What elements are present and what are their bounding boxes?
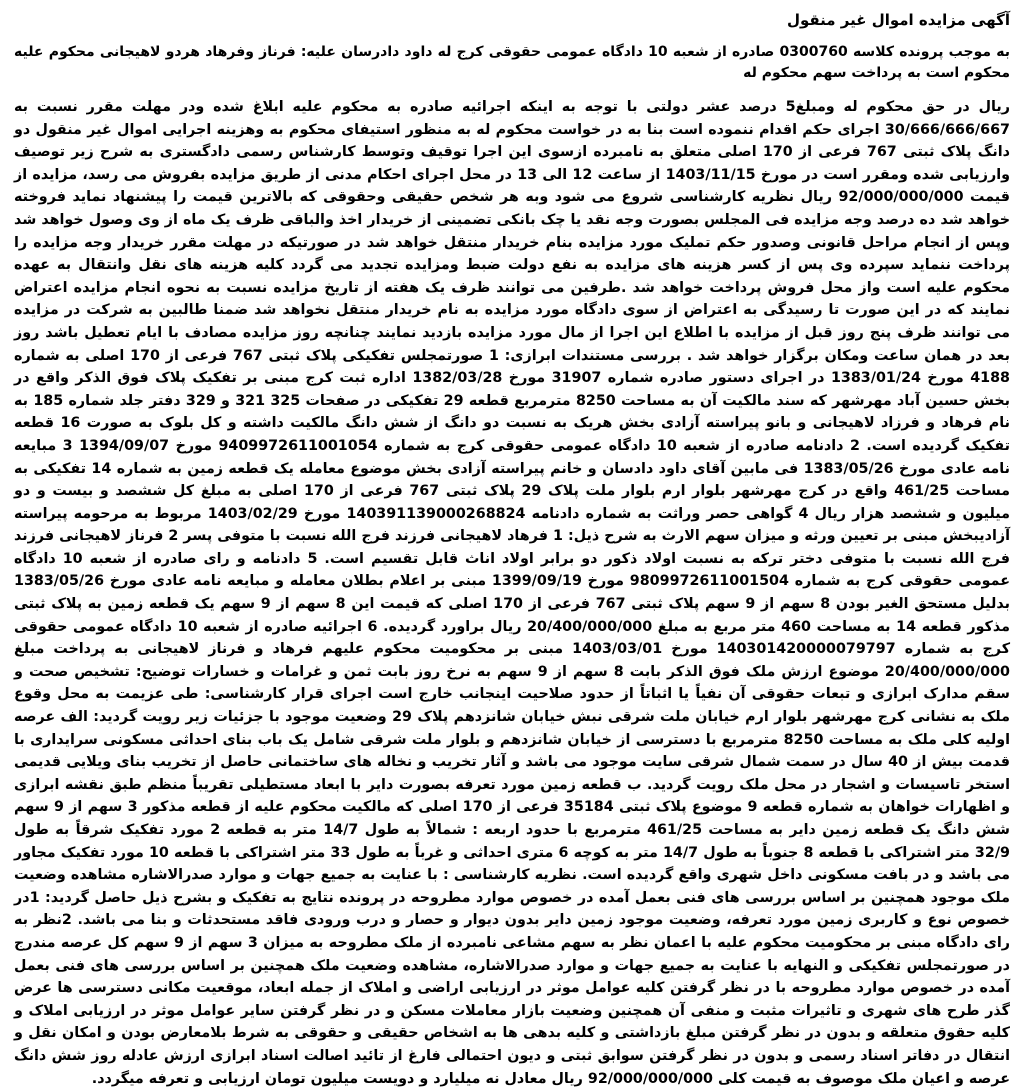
case-intro: به موجب پرونده کلاسه 0300760 صادره از شعبه 10 دادگاه عمومی حقوقی کرج له داود دادرسان علیه: فرناز وفرهاد هردو لاهیجانی محکوم علیه محکوم است به پرداخت سهم محکوم له bbox=[14, 44, 1011, 81]
notice-title: آگهی مزایده اموال غیر منقول bbox=[786, 11, 1010, 29]
notice-body: ریال در حق محکوم له ومبلغ5 درصد عشر دولتی با توجه به اینکه اجرائیه صادره به محکوم علیه ابلاغ شده ودر مهلت مقرر نسبت به 30/666/666/667 اجرای حکم اقدام ننموده است بنا به در خواست محکوم له به منظور استیفای محکوم به وهزینه اجرایی اموال غیر منقول دو دانگ پلاک ثبتی 767 فرعی از 170 اصلی متعلق به نامبرده ازسوی این اجرا توقیف وتوسط کارشناس رسمی دادگستری به شرح زیر توصیف وارزیابی شده ومقرر است در مورخ 1403/11/15 از ساعت 12 الی 13 در محل اجرای احکام مدنی از طریق مزایده بفروش می رسد، مزایده از قیمت 92/000/000/000 ریال نظریه کارشناسی شروع می شود وبه هر شخص حقیقی وحقوقی که بالاترین قیمت را پیشنهاد نماید فروخته خواهد شد ده درصد وجه مزایده فی المجلس بصورت وجه نقد یا چک بانکی تضمینی از خریدار اخذ والباقی ظرف یک ماه از وی وصول خواهد شد وپس از انجام مراحل قانونی وصدور حکم تملیک مورد مزایده بنام خریدار منتقل خواهد شد در صورتیکه در مهلت مقرر خریدار وجه مزایده را پرداخت ننماید سپرده وی پس از کسر هزینه های مزایده به نفع دولت ضبط ومزایده تجدید می گردد کلیه هزینه های نقل وانتقال به عهده محکوم علیه است واز محل فروش پرداخت خواهد شد .طرفین می توانند ظرف یک هفته از تاریخ مزایده نسبت به نحوه انجام مزایده اعتراض نمایند که در این صورت تا رسیدگی به اعتراض از سوی دادگاه مورد مزایده به نام خریدار منتقل نخواهد شد ضمنا طالبین به شرکت در مزایده می توانند ظرف پنج روز قبل از مزایده با اطلاع این اجرا از مال مورد مزایده بازدید نمایند چنانچه روز مزایده مصادف با ایام تعطیل باشد روز بعد در همان ساعت ومکان برگزار خواهد شد . بررسی مستندات ابرازی: 1 صورتمجلس تفکیکی پلاک ثبتی 767 فرعی از 170 اصلی به شماره 4188 مورخ 1383/01/24 در اجرای دستور صادره شماره 31907 مورخ 1382/03/28 اداره ثبت کرج مبنی بر تفکیک پلاک فوق الذکر واقع در بخش حسین آباد مهرشهر که سند مالکیت آن به مساحت 8250 مترمربع قطعه 29 تفکیکی در صفحات 325 321 و 329 دفتر جلد شماره 185 به نام فرهاد و فرزاد لاهیجانی و بانو پیراسته آزادی بخش هریک به نسبت دو دانگ از شش دانگ مالکیت داشته و کل بلوک به صورت 16 قطعه تفکیک گردیده است. 2 دادنامه صادره از شعبه 10 دادگاه عمومی حقوقی کرج به شماره 9409972611001054 مورخ 1394/09/07 3 مبایعه نامه عادی مورخ 1383/05/26 فی مابین آقای داود دادسان و خانم پیراسته آزادی بخش موضوع معامله یک قطعه زمین به شماره 14 تفکیکی به مساحت 461/25 واقع در کرج مهرشهر بلوار ارم بلوار ملت پلاک 29 پلاک ثبتی 767 فرعی از 170 اصلی به مبلغ کل ششصد و بیست و دو میلیون و ششصد هزار ریال 4 گواهی حصر وراثت به شماره دادنامه 140391139000268824 مورخ 1403/02/29 مربوط به مرحومه پیراسته آزادیبخش مبنی بر تعیین ورثه و میزان سهم الارث به شرح ذیل: 1 فرهاد لاهیجانی فرزند فرج الله نسبت با متوفی پسر 2 فرناز لاهیجانی فرزند فرج الله نسبت با متوفی دختر ترکه به نسبت اولاد ذکور دو برابر اولاد اناث قابل تقسیم است. 5 دادنامه و رای صادره از شعبه 10 دادگاه عمومی حقوقی کرج به شماره 9809972611001504 مورخ 1399/09/19 مبنی بر اعلام بطلان معامله و مبایعه نامه عادی مورخ 1383/05/26 بدلیل مستحق الغیر بودن 8 سهم از 9 سهم پلاک ثبتی 767 فرعی از 170 اصلی که قیمت این 8 سهم از 9 سهم یک قطعه زمین به پلاک ثبتی مذکور قطعه 14 به مساحت 460 متر مربع به مبلغ 20/400/000/000 ریال براورد گردیده. 6 اجرائیه صادره از شعبه 10 دادگاه عمومی حقوقی کرج به شماره 140301420000079797 مورخ 1403/03/01 مبنی بر محکومیت محکوم علیهم فرهاد و فرناز لاهیجانی به پرداخت مبلغ 20/400/000/000 موضوع ارزش ملک فوق الذکر بابت 8 سهم از 9 سهم به نرخ روز بابت ثمن و غرامات و خسارات توضیح: تشخیص صحت و سقم مدارک ابرازی و تبعات حقوقی آن نفیاً یا اثباتاً از حدود صلاحیت اینجانب خارج است اجرای قرار کارشناسی: طی عزیمت به محل وقوع ملک به نشانی کرج مهرشهر بلوار ارم خیابان ملت شرقی نبش خیابان شانزدهم پلاک 29 وضعیت موجود با جزئیات زیر رویت گردید: الف عرصه اولیه کلی ملک به مساحت 8250 مترمربع با دسترسی از خیابان شانزدهم و بلوار ملت شرقی شامل یک باب بنای احداثی مسکونی سرایداری با قدمت بیش از 40 سال در سمت شمال شرقی سایت موجود می باشد و آثار تخریب و نخاله های ساختمانی حاصل از تخریب بنای ویلایی قدیمی استخر تاسیسات و اشجار در محل ملک رویت گردید. ب قطعه زمین مورد تعرفه بصورت دایر با ابعاد مستطیلی تقریباً منظم طبق نقشه ابرازی و اظهارات خواهان به شماره قطعه 9 موضوع پلاک ثبتی 35184 فرعی از 170 اصلی که مالکیت محکوم علیه از قطعه مذکور 3 سهم از 9 سهم شش دانگ یک قطعه زمین دایر به مساحت 461/25 مترمربع با حدود اربعه : شمالاً به طول 14/7 متر به قطعه 2 مورد تفکیک شرقاً به طول 32/9 متر اشتراکی با قطعه 8 جنوباً به طول 14/7 متر به کوچه 6 متری احداثی و غرباً به طول 33 متر اشتراکی با قطعه 10 مورد تفکیک مجاور می باشد و در بافت مسکونی داخل شهری واقع گردیده است. نظریه کارشناسی : با عنایت به جمیع جهات و موارد صدرالاشاره مشاهده وضعیت ملک موجود همچنین بر اساس بررسی های فنی بعمل آمده در خصوص موارد مطروحه در پرونده نتایج به تفکیک و بشرح ذیل حاصل گردید: 1در خصوص نوع و کاربری زمین مورد تعرفه، وضعیت موجود زمین دایر بدون دیوار و حصار و درب ورودی فاقد مستحدثات و بنا می باشد. 2نظر به رای دادگاه مبنی بر محکومیت محکوم علیه با اعمان نظر به سهم مشاعی نامبرده از ملک مطروحه به میزان 3 سهم از 9 سهم کل عرصه مندرج در صورتمجلس تفکیکی و النهایه با عنایت به جمیع جهات و موارد صدرالاشاره، مشاهده وضعیت ملک همچنین بر اساس بررسی های فنی بعمل آمده در خصوص موارد مطروحه با در نظر گرفتن کلیه عوامل موثر در ارزیابی اراضی و املاک از جمله ابعاد، موقعیت مکانی دسترسی ها عرض گذر طرح های شهری و تاثیرات مثبت و منفی آن همچنین وضعیت بازار معاملات مسکن و در نظر گرفتن سایر عوامل موثر در ارزیابی املاک و کلیه حقوق متعلقه و بدون در نظر گرفتن مبلغ بازداشتی و کلیه بدهی ها به اشخاص حقیقی و حقوقی به شرط بلامعارض بودن و امکان نقل و انتقال در دفاتر اسناد رسمی و بدون در نظر گرفتن سوابق ثبتی و دیون احتمالی فارغ از تائید اصالت اسناد ابرازی ارزش عادله روز شش دانگ عرصه و اعیان ملک موصوف به قیمت کلی 92/000/000/000 ریال معادل نه میلیارد و دویست میلیون تومان ارزیابی و تعرفه میگردد. bbox=[14, 99, 1011, 1087]
